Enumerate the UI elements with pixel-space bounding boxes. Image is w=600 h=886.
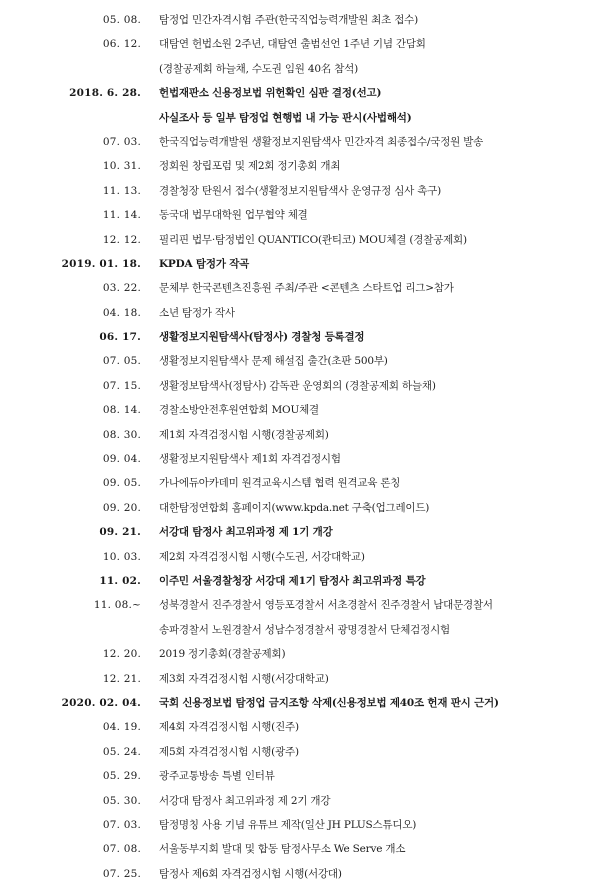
entry-date: 11. 14.	[102, 209, 141, 222]
entry-date: 07. 25.	[102, 867, 141, 880]
timeline-entry	[0, 276, 600, 300]
timeline-entry	[0, 545, 600, 569]
entry-date: 11. 13.	[102, 184, 141, 197]
entry-text: 생활정보지원탐색사 문제 해설집 출간(초판 500부)	[159, 355, 388, 368]
timeline-entry	[0, 374, 600, 398]
entry-text: 정회원 창립포럼 및 제2회 정기총회 개최	[159, 160, 341, 173]
entry-date: 11. 02.	[99, 574, 141, 587]
entry-date: 11. 08.~	[93, 599, 141, 612]
entry-text: 경찰소방안전후원연합회 MOU체결	[159, 404, 320, 417]
entry-date: 12. 20.	[102, 648, 141, 661]
entry-text: 생활정보지원탐색사(탐정사) 경찰청 등록결정	[159, 331, 365, 344]
entry-date: 08. 30.	[102, 428, 141, 441]
timeline-entry	[0, 228, 600, 252]
timeline-entry	[0, 740, 600, 764]
entry-date: 2018. 6. 28.	[69, 87, 141, 100]
entry-text: 한국직업능력개발원 생활정보지원탐색사 민간자격 최종접수/국정원 발송	[159, 135, 484, 148]
entry-date: 07. 08.	[102, 843, 141, 856]
timeline-entry	[0, 520, 600, 544]
entry-text: (경찰공제회 하늘채, 수도권 임원 40名 참석)	[159, 62, 359, 75]
entry-text: 제1회 자격검정시험 시행(경찰공제회)	[159, 428, 329, 441]
timeline-entry	[0, 813, 600, 837]
entry-text: 서강대 탐정사 최고위과정 제 2기 개강	[159, 794, 331, 807]
entry-date: 07. 03.	[102, 135, 141, 148]
timeline-entry	[0, 471, 600, 495]
entry-date: 12. 21.	[102, 672, 141, 685]
entry-date: 12. 12.	[102, 233, 141, 246]
entry-date: 09. 20.	[102, 501, 141, 514]
entry-date: 03. 22.	[102, 282, 141, 295]
entry-text: 경찰청장 탄원서 접수(생활정보지원탐색사 운영규정 심사 촉구)	[159, 184, 441, 197]
timeline-entry	[0, 837, 600, 861]
entry-date: 2019. 01. 18.	[61, 257, 141, 270]
history-timeline	[0, 8, 600, 886]
entry-date: 07. 15.	[102, 379, 141, 392]
timeline-entry	[0, 179, 600, 203]
entry-date: 04. 18.	[102, 306, 141, 319]
timeline-entry	[0, 154, 600, 178]
timeline-entry	[0, 252, 600, 276]
entry-date: 05. 08.	[102, 14, 141, 26]
entry-text: 대탐연 헌법소원 2주년, 대탐연 출범선언 1주년 기념 간담회	[159, 38, 426, 51]
timeline-entry	[0, 447, 600, 471]
timeline-entry	[0, 667, 600, 691]
entry-text: 생활정보지원탐색사 제1회 자격검정시험	[159, 453, 341, 466]
entry-text: 제3회 자격검정시험 시행(서강대학교)	[159, 672, 329, 685]
entry-text: 문체부 한국콘텐츠진흥원 주최/주관 <콘텐츠 스타트업 리그>참가	[159, 282, 454, 295]
entry-date: 05. 29.	[102, 770, 141, 783]
entry-text: 제2회 자격검정시험 시행(수도권, 서강대학교)	[159, 550, 365, 563]
timeline-entry	[0, 81, 600, 105]
timeline-entry	[0, 32, 600, 56]
entry-text: 필리핀 법무·탐정법인 QUANTICO(콴티코) MOU체결 (경찰공제회)	[159, 233, 467, 246]
timeline-entry	[0, 642, 600, 666]
entry-text: 동국대 법무대학원 업무협약 체결	[159, 209, 308, 222]
timeline-entry	[0, 423, 600, 447]
entry-text: 광주교통방송 특별 인터뷰	[159, 770, 275, 783]
entry-text: 송파경찰서 노원경찰서 성남수정경찰서 광명경찰서 단체검정시험	[159, 623, 450, 636]
entry-text: 제5회 자격검정시험 시행(광주)	[159, 745, 299, 758]
timeline-entry	[0, 496, 600, 520]
entry-date: 06. 17.	[99, 331, 141, 344]
timeline-entry	[0, 691, 600, 715]
entry-date: 2020. 02. 04.	[61, 696, 141, 709]
entry-text: 서강대 탐정사 최고위과정 제 1기 개강	[159, 526, 333, 539]
entry-text: 가나에듀아카데미 원격교육시스템 협력 원격교육 론칭	[159, 477, 401, 490]
entry-date: 10. 31.	[102, 160, 141, 173]
entry-date: 06. 12.	[102, 38, 141, 51]
entry-text: 2019 정기총회(경찰공제회)	[159, 648, 286, 661]
entry-text: 사실조사 등 일부 탐정업 현행법 내 가능 판시(사법해석)	[159, 111, 412, 124]
entry-date: 05. 24.	[102, 745, 141, 758]
entry-text: 대한탐정연합회 홈페이지(www.kpda.net 구축(업그레이드)	[159, 501, 430, 514]
entry-text: 소년 탐정가 작사	[159, 306, 235, 319]
timeline-entry	[0, 301, 600, 325]
timeline-entry	[0, 130, 600, 154]
entry-text: 탐정사 제6회 자격검정시험 시행(서강대)	[159, 867, 342, 880]
entry-date: 09. 21.	[99, 526, 141, 539]
timeline-entry	[0, 569, 600, 593]
entry-text: 헌법재판소 신용정보법 위헌확인 심판 결정(선고)	[159, 87, 382, 100]
entry-date: 08. 14.	[102, 404, 141, 417]
entry-text: 생활정보탐색사(정탐사) 감독관 운영회의 (경찰공제회 하늘채)	[159, 379, 436, 392]
entry-text: 성북경찰서 진주경찰서 영등포경찰서 서초경찰서 진주경찰서 남대문경찰서	[159, 599, 493, 612]
entry-date: 07. 03.	[102, 818, 141, 831]
timeline-entry	[0, 57, 600, 81]
entry-text: 탐정명칭 사용 기념 유튜브 제작(일산 JH PLUS스튜디오)	[159, 818, 417, 831]
timeline-entry	[0, 325, 600, 349]
entry-text: 이주민 서울경찰청장 서강대 제1기 탐정사 최고위과정 특강	[159, 574, 426, 587]
timeline-entry	[0, 862, 600, 886]
timeline-entry	[0, 789, 600, 813]
entry-text: 제4회 자격검정시험 시행(진주)	[159, 721, 299, 734]
entry-date: 10. 03.	[102, 550, 141, 563]
timeline-entry	[0, 203, 600, 227]
timeline-entry	[0, 618, 600, 642]
entry-text: KPDA 탐정가 작곡	[159, 257, 250, 270]
entry-text: 국회 신용정보법 탐정업 금지조항 삭제(신용정보법 제40조 헌재 판시 근거)	[159, 696, 499, 709]
timeline-entry	[0, 398, 600, 422]
timeline-entry	[0, 106, 600, 130]
entry-text: 탐정업 민간자격시험 주관(한국직업능력개발원 최초 접수)	[159, 14, 418, 26]
timeline-entry	[0, 349, 600, 373]
timeline-entry	[0, 8, 600, 32]
timeline-entry	[0, 715, 600, 739]
entry-date: 07. 05.	[102, 355, 141, 368]
entry-text: 서울동부지회 발대 및 합동 탐정사무소 We Serve 개소	[159, 843, 406, 856]
entry-date: 09. 05.	[102, 477, 141, 490]
timeline-entry	[0, 593, 600, 617]
entry-date: 09. 04.	[102, 453, 141, 466]
timeline-entry	[0, 764, 600, 788]
entry-date: 05. 30.	[102, 794, 141, 807]
entry-date: 04. 19.	[102, 721, 141, 734]
